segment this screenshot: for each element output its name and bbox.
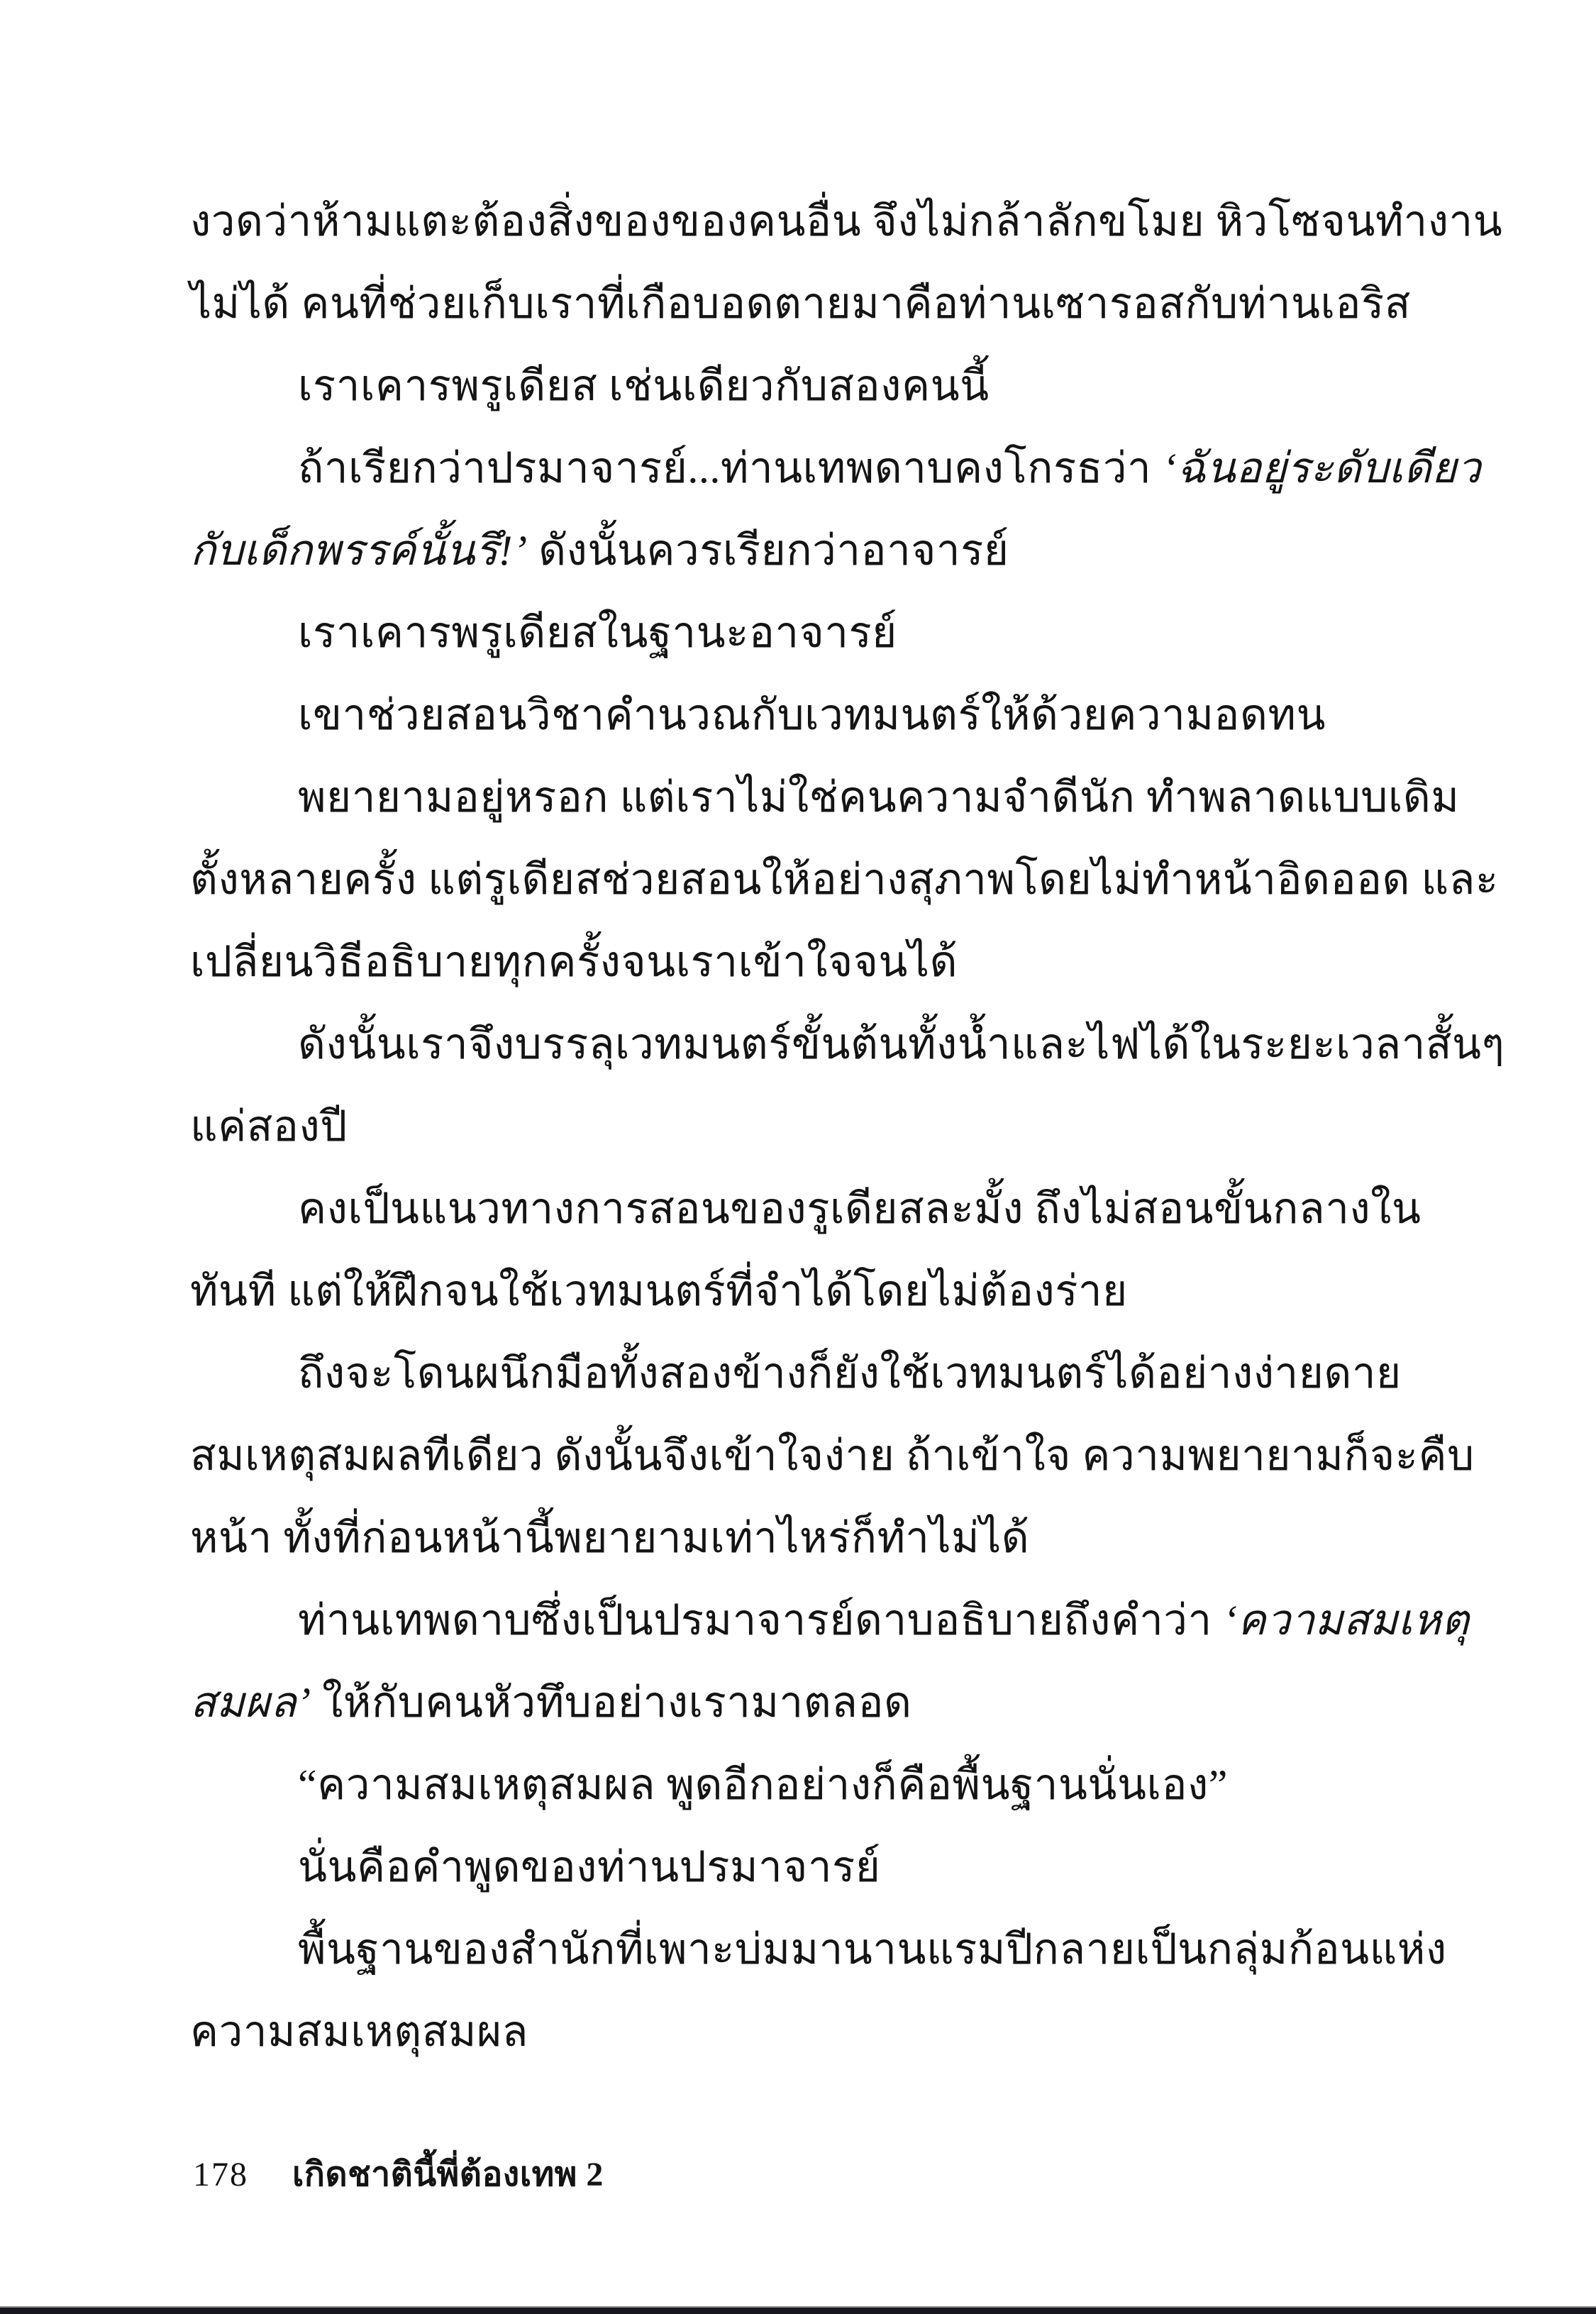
text-segment: ตั้งหลายครั้ง แต่รูเดียสช่วยสอนให้อย่างสุภาพโดยไม่ทำหน้าอิดออด และ	[190, 856, 1499, 903]
text-line	[190, 1250, 1424, 1332]
text-line	[190, 180, 1503, 262]
text-segment: ดังนั้นควรเรียกว่าอาจารย์	[527, 527, 1009, 574]
text-segment: เขาช่วยสอนวิชาคำนวณกับเวทมนตร์ให้ด้วยความอดทน	[298, 692, 1326, 738]
bottom-accent-bar	[0, 2306, 1596, 2314]
text-segment-italic: กับเด็กพรรค์นั้นรึ!’	[190, 527, 528, 574]
text-line	[190, 838, 1499, 921]
text-segment: ให้กับคนหัวทึบอย่างเรามาตลอด	[311, 1679, 912, 1726]
text-block	[190, 180, 1505, 2073]
text-segment: เราเคารพรูเดียส เช่นเดียวกับสองคนนี้	[298, 362, 990, 409]
footer	[193, 2154, 604, 2196]
text-segment: นั่นคือคำพูดของท่านปรมาจารย์	[298, 1844, 881, 1890]
text-line	[190, 1744, 1424, 1826]
text-segment: คงเป็นแนวทางการสอนของรูเดียสละมั้ง ถึงไม่สอนขั้นกลางใน	[298, 1185, 1422, 1232]
text-line	[190, 1003, 1505, 1085]
text-segment: เราเคารพรูเดียสในฐานะอาจารย์	[298, 609, 897, 656]
text-segment: งวดว่าห้ามแตะต้องสิ่งของของคนอื่น จึงไม่กล้าลักขโมย หิวโซจนทำงาน	[190, 198, 1503, 245]
text-line	[190, 1661, 1424, 1744]
text-line	[190, 1908, 1447, 1991]
text-line	[190, 592, 1424, 674]
text-line	[190, 262, 1424, 345]
text-line	[190, 1085, 1424, 1168]
text-line	[190, 427, 1482, 509]
text-segment: ท่านเทพดาบซึ่งเป็นปรมาจารย์ดาบอธิบายถึงคำว่า	[298, 1597, 1224, 1644]
text-segment: หน้า ทั้งที่ก่อนหน้านี้พยายามเท่าไหร่ก็ทำไม่ได้	[190, 1515, 1030, 1561]
text-segment-italic: ‘ฉันอยู่ระดับเดียว	[1162, 445, 1482, 492]
text-line	[190, 345, 1424, 427]
text-line	[190, 1579, 1470, 1661]
text-segment: ถ้าเรียกว่าปรมาจารย์...ท่านเทพดาบคงโกรธว่า	[298, 445, 1163, 492]
text-line	[190, 674, 1424, 756]
text-segment-italic: สมผล’	[190, 1679, 311, 1726]
text-line	[190, 1415, 1475, 1497]
text-line	[190, 1826, 1424, 1908]
text-segment: ถึงจะโดนผนึกมือทั้งสองข้างก็ยังใช้เวทมนตร์ได้อย่างง่ายดาย	[298, 1350, 1402, 1397]
text-segment: “ความสมเหตุสมผล พูดอีกอย่างก็คือพื้นฐานนั่นเอง”	[298, 1761, 1228, 1808]
text-line	[190, 756, 1460, 838]
text-line	[190, 1497, 1424, 1579]
text-segment-italic: ‘ความสมเหตุ	[1223, 1597, 1470, 1644]
text-segment: ความสมเหตุสมผล	[190, 2008, 528, 2055]
text-segment: ดังนั้นเราจึงบรรลุเวทมนตร์ขั้นต้นทั้งน้ำและไฟได้ในระยะเวลาสั้นๆ	[298, 1021, 1505, 1068]
text-line	[190, 921, 1424, 1003]
book-title: เกิดชาตินี้พี่ต้องเทพ 2	[292, 2156, 604, 2193]
text-segment: ทันที แต่ให้ฝึกจนใช้เวทมนตร์ที่จำได้โดยไม่ต้องร่าย	[190, 1268, 1128, 1314]
text-line	[190, 1991, 1424, 2073]
text-segment: แค่สองปี	[190, 1103, 348, 1150]
text-segment: พยายามอยู่หรอก แต่เราไม่ใช่คนความจำดีนัก ทำพลาดแบบเดิม	[298, 774, 1460, 821]
text-line	[190, 509, 1424, 592]
text-segment: สมเหตุสมผลทีเดียว ดังนั้นจึงเข้าใจง่าย ถ้าเข้าใจ ความพยายามก็จะคืบ	[190, 1432, 1475, 1479]
text-line	[190, 1168, 1424, 1250]
text-line	[190, 1332, 1424, 1415]
text-segment: พื้นฐานของสำนักที่เพาะบ่มมานานแรมปีกลายเป็นกลุ่มก้อนแห่ง	[298, 1926, 1447, 1973]
text-segment: ไม่ได้ คนที่ช่วยเก็บเราที่เกือบอดตายมาคือท่านเซารอสกับท่านเอริส	[190, 280, 1411, 327]
page-number: 178	[193, 2156, 248, 2193]
text-segment: เปลี่ยนวิธีอธิบายทุกครั้งจนเราเข้าใจจนได้	[190, 939, 958, 985]
